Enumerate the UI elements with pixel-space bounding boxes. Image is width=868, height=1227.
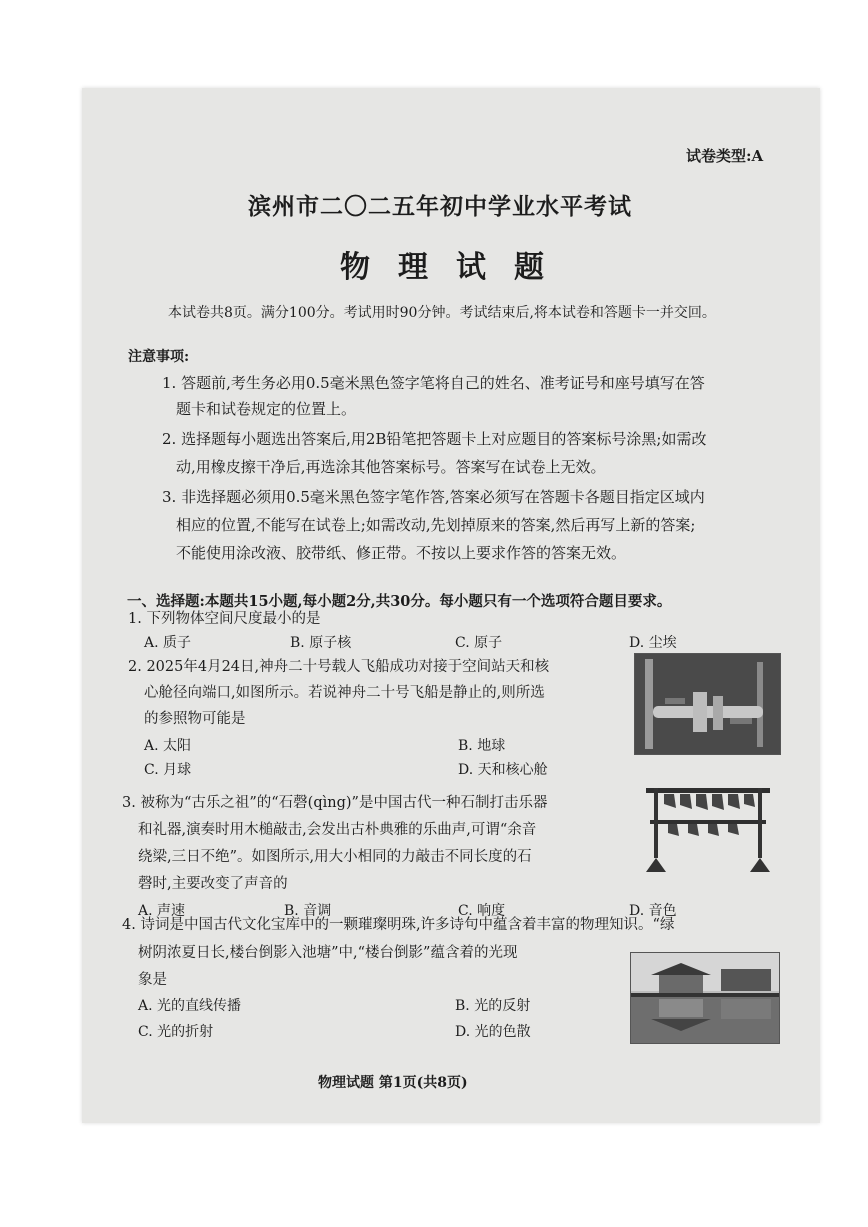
note-line: 不能使用涂改液、胶带纸、修正带。不按以上要求作答的答案无效。 bbox=[176, 544, 627, 562]
subject-title: 物理试题 bbox=[340, 250, 572, 285]
question-3-stem: 磬时,主要改变了声音的 bbox=[138, 876, 288, 892]
question-4-option-a: A. 光的直线传播 bbox=[138, 998, 242, 1014]
question-4-option-c: C. 光的折射 bbox=[138, 1024, 214, 1040]
question-1-option-d: D. 尘埃 bbox=[629, 635, 677, 651]
question-3-option-b: B. 音调 bbox=[284, 903, 332, 919]
question-2-stem: 心舱径向端口,如图所示。若说神舟二十号飞船是静止的,则所选 bbox=[144, 685, 545, 701]
question-2-stem: 的参照物可能是 bbox=[144, 711, 246, 727]
note-line: 2. 选择题每小题选出答案后,用2B铅笔把答题卡上对应题目的答案标号涂黑;如需改 bbox=[162, 430, 707, 448]
question-1-option-c: C. 原子 bbox=[455, 635, 503, 651]
question-2-option-b: B. 地球 bbox=[458, 738, 506, 754]
question-4-stem: 象是 bbox=[138, 972, 167, 988]
question-4-stem: 树阴浓夏日长,楼台倒影入池塘”中,“楼台倒影”蕴含着的光现 bbox=[138, 945, 518, 961]
question-3-option-d: D. 音色 bbox=[629, 903, 677, 919]
note-line: 3. 非选择题必须用0.5毫米黑色签字笔作答,答案必须写在答题卡各题目指定区域内 bbox=[162, 488, 705, 506]
note-line: 题卡和试卷规定的位置上。 bbox=[176, 400, 357, 418]
question-3-stem: 3. 被称为“古乐之祖”的“石磬(qìng)”是中国古代一种石制打击乐器 bbox=[122, 795, 548, 811]
pavilion-reflection-image bbox=[630, 952, 780, 1044]
notes-heading: 注意事项: bbox=[128, 349, 190, 365]
question-2-option-d: D. 天和核心舱 bbox=[458, 762, 548, 778]
question-1-option-a: A. 质子 bbox=[144, 635, 192, 651]
question-4-option-b: B. 光的反射 bbox=[455, 998, 531, 1014]
section-heading: 一、选择题:本题共15小题,每小题2分,共30分。每小题只有一个选项符合题目要求。 bbox=[127, 593, 672, 610]
page-footer: 物理试题 第1页(共8页) bbox=[318, 1075, 468, 1091]
question-3-stem: 和礼器,演奏时用木槌敲击,会发出古朴典雅的乐曲声,可谓“余音 bbox=[138, 822, 537, 838]
question-3-option-a: A. 声速 bbox=[138, 903, 186, 919]
stone-chime-image bbox=[638, 782, 778, 877]
question-2-option-c: C. 月球 bbox=[144, 762, 192, 778]
note-line: 1. 答题前,考生务必用0.5毫米黑色签字笔将自己的姓名、准考证号和座号填写在答 bbox=[162, 374, 705, 392]
question-1-stem: 1. 下列物体空间尺度最小的是 bbox=[128, 611, 321, 627]
space-station-image bbox=[634, 653, 781, 755]
question-1-option-b: B. 原子核 bbox=[290, 635, 352, 651]
note-line: 相应的位置,不能写在试卷上;如需改动,先划掉原来的答案,然后再写上新的答案; bbox=[176, 516, 696, 534]
note-line: 动,用橡皮擦干净后,再选涂其他答案标号。答案写在试卷上无效。 bbox=[176, 458, 606, 476]
paper-type-label: 试卷类型:A bbox=[686, 147, 764, 165]
exam-title: 滨州市二〇二五年初中学业水平考试 bbox=[248, 193, 632, 220]
question-2-stem: 2. 2025年4月24日,神舟二十号载人飞船成功对接于空间站天和核 bbox=[128, 659, 550, 675]
question-2-option-a: A. 太阳 bbox=[144, 738, 192, 754]
question-3-stem: 绕梁,三日不绝”。如图所示,用大小相同的力敲击不同长度的石 bbox=[138, 849, 532, 865]
question-4-option-d: D. 光的色散 bbox=[455, 1024, 531, 1040]
question-3-option-c: C. 响度 bbox=[458, 903, 506, 919]
exam-intro: 本试卷共8页。满分100分。考试用时90分钟。考试结束后,将本试卷和答题卡一并交回。 bbox=[168, 305, 716, 321]
question-4-stem: 4. 诗词是中国古代文化宝库中的一颗璀璨明珠,许多诗句中蕴含着丰富的物理知识。“绿 bbox=[122, 917, 675, 933]
